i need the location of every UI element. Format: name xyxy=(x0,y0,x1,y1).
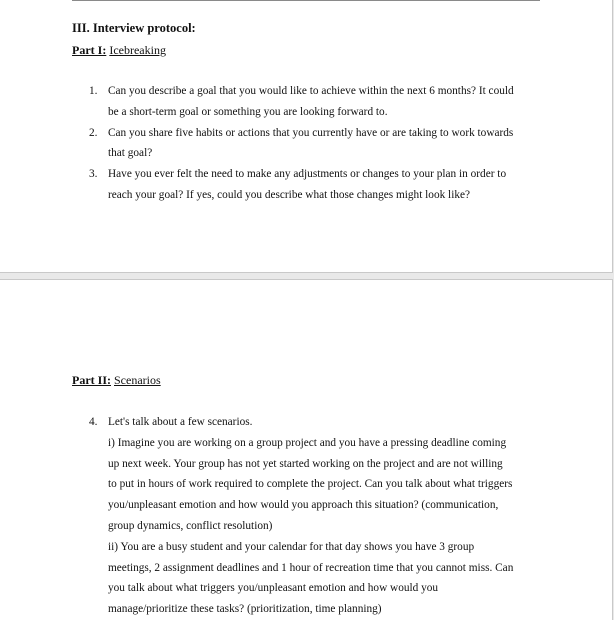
page-top-rule xyxy=(72,0,540,1)
part-1-heading xyxy=(72,43,166,58)
section-title: III. Interview protocol: xyxy=(72,21,196,35)
question-line: manage/prioritize these tasks? (prioritization, time planning) xyxy=(108,603,382,616)
question-number: 1. xyxy=(89,85,98,97)
document-page-2 xyxy=(0,279,613,620)
question-line: group dynamics, conflict resolution) xyxy=(108,519,273,532)
question-item xyxy=(89,412,543,620)
question-line: i) Imagine you are working on a group project and you have a pressing deadline coming xyxy=(108,436,507,449)
question-line: be a short-term goal or something you are looking forward to. xyxy=(108,105,388,118)
question-item xyxy=(89,81,543,123)
question-number: 4. xyxy=(89,416,98,428)
question-line: meetings, 2 assignment deadlines and 1 hour of recreation time that you cannot miss. Can xyxy=(108,561,514,574)
question-line: that goal? xyxy=(108,147,153,160)
part-1-question-list xyxy=(89,81,543,206)
question-line: Let's talk about a few scenarios. xyxy=(108,416,253,428)
question-item xyxy=(89,164,543,206)
question-item xyxy=(89,123,543,165)
part-1-name: Icebreaking xyxy=(109,43,166,57)
part-2-heading xyxy=(72,373,161,388)
question-line: Can you describe a goal that you would like to achieve within the next 6 months? It could xyxy=(108,85,514,97)
question-line: reach your goal? If yes, could you describe what those changes might look like? xyxy=(108,188,471,201)
document-page-1 xyxy=(0,0,613,273)
question-line: to put in hours of work required to complete the project. Can you talk about what triggers xyxy=(108,478,513,491)
part-1-label: Part I: xyxy=(72,43,107,57)
question-number: 2. xyxy=(89,126,98,139)
question-line: you/unpleasant emotion and how would you approach this situation? (communication, xyxy=(108,499,499,512)
part-2-name: Scenarios xyxy=(114,373,161,387)
part-2-label: Part II: xyxy=(72,373,111,387)
question-line: ii) You are a busy student and your calendar for that day shows you have 3 group xyxy=(108,540,475,553)
question-line: you talk about what triggers you/unpleasant emotion and how would you xyxy=(108,582,439,595)
part-2-question-list xyxy=(89,412,543,620)
question-line: Can you share five habits or actions that you currently have or are taking to work towards xyxy=(108,126,514,139)
question-line: up next week. Your group has not yet started working on the project and are not willing xyxy=(108,457,503,470)
question-line: Have you ever felt the need to make any adjustments or changes to your plan in order to xyxy=(108,168,507,181)
question-number: 3. xyxy=(89,168,98,181)
